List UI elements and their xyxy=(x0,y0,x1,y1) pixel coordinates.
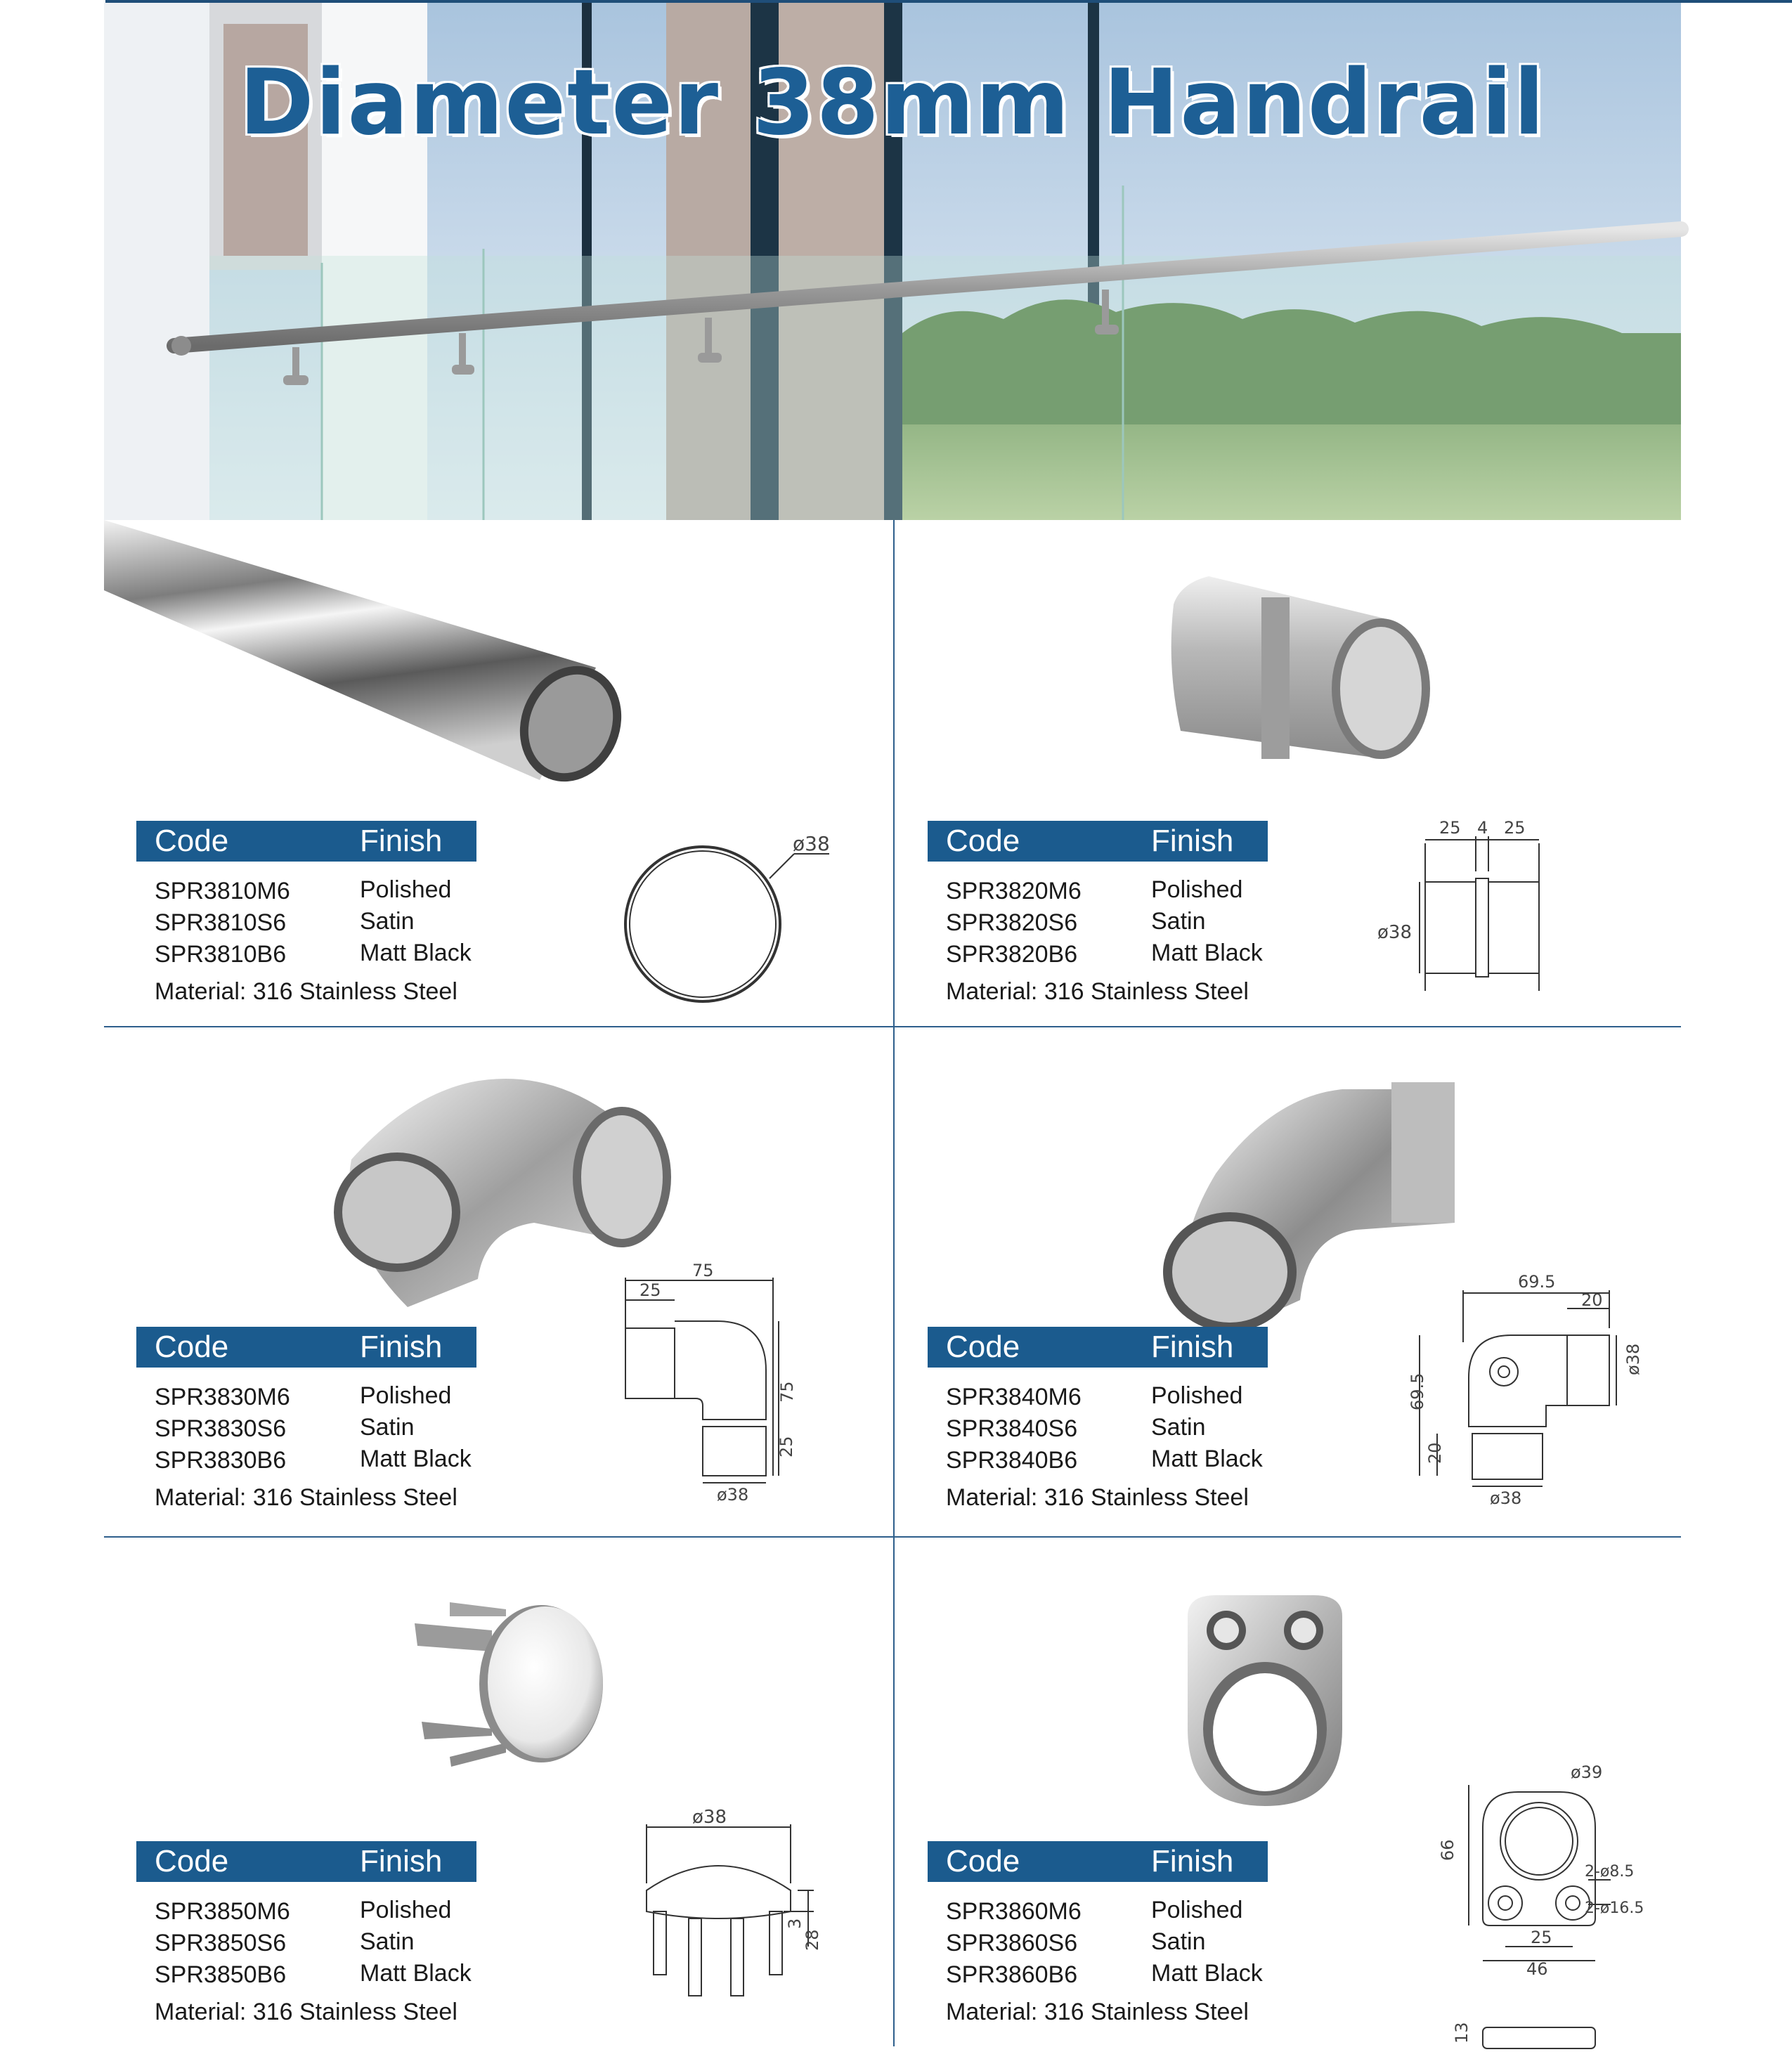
product-code: SPR3840M6 xyxy=(946,1384,1082,1410)
product-code: SPR3860B6 xyxy=(946,1961,1078,1988)
product-code: SPR3860M6 xyxy=(946,1898,1082,1925)
code-header: Code xyxy=(155,1330,229,1364)
dim-label: 75 xyxy=(777,1381,797,1403)
dimension-drawing-connector xyxy=(1370,815,1581,1012)
material-note: Material: 316 Stainless Steel xyxy=(155,978,457,1005)
finish-header: Finish xyxy=(1151,1844,1234,1878)
material-note: Material: 316 Stainless Steel xyxy=(155,1999,457,2025)
dim-label: ø38 xyxy=(1377,922,1412,943)
dim-label: 69.5 xyxy=(1408,1372,1427,1410)
code-header: Code xyxy=(946,1330,1020,1364)
code-header: Code xyxy=(946,1844,1020,1878)
grid-divider-row-2 xyxy=(104,1536,1681,1538)
finish-header: Finish xyxy=(360,1844,443,1878)
product-code: SPR3840B6 xyxy=(946,1447,1078,1474)
product-finish: Matt Black xyxy=(1151,1960,1263,1987)
product-finish: Satin xyxy=(1151,908,1206,935)
code-header: Code xyxy=(155,824,229,858)
spec-table-header xyxy=(928,821,1268,862)
product-code: SPR3810M6 xyxy=(155,878,290,904)
material-note: Material: 316 Stainless Steel xyxy=(946,1999,1249,2025)
dimension-drawing-wall-flange xyxy=(1427,1757,1644,2052)
dim-label: 20 xyxy=(1581,1290,1603,1310)
spec-table-header xyxy=(928,1841,1268,1882)
page-title: Diameter 38mm Handrail xyxy=(239,51,1546,155)
grid-divider-row-1 xyxy=(104,1026,1681,1027)
product-code: SPR3850B6 xyxy=(155,1961,287,1988)
product-code: SPR3810B6 xyxy=(155,941,287,968)
spec-table-header xyxy=(136,1841,476,1882)
product-code: SPR3840S6 xyxy=(946,1415,1078,1442)
product-finish: Polished xyxy=(1151,1897,1243,1923)
code-header: Code xyxy=(155,1844,229,1878)
material-note: Material: 316 Stainless Steel xyxy=(155,1484,457,1511)
spec-table-header xyxy=(136,821,476,862)
product-code: SPR3810S6 xyxy=(155,909,287,936)
product-finish: Satin xyxy=(360,1928,415,1955)
dim-label: 25 xyxy=(777,1436,796,1457)
finish-header: Finish xyxy=(1151,824,1234,858)
dim-label: ø38 xyxy=(793,832,830,855)
product-finish: Satin xyxy=(1151,1414,1206,1441)
product-code: SPR3820M6 xyxy=(946,878,1082,904)
finish-header: Finish xyxy=(360,1330,443,1364)
dim-label: 25 xyxy=(1531,1928,1552,1947)
product-finish: Polished xyxy=(360,876,452,903)
product-finish: Matt Black xyxy=(360,940,472,966)
product-code: SPR3830S6 xyxy=(155,1415,287,1442)
product-finish: Polished xyxy=(360,1382,452,1409)
dimension-drawing-elbow-adjustable xyxy=(1405,1265,1643,1508)
product-image-end-cap xyxy=(408,1595,618,1778)
product-finish: Matt Black xyxy=(1151,940,1263,966)
product-finish: Polished xyxy=(360,1897,452,1923)
product-finish: Satin xyxy=(360,908,415,935)
product-image-tube xyxy=(104,520,666,787)
dim-label: 25 xyxy=(639,1280,661,1300)
dim-label: 13 xyxy=(1452,2022,1472,2044)
spec-table-header xyxy=(928,1327,1268,1368)
dim-label: 2-ø8.5 xyxy=(1585,1863,1635,1881)
dim-label: 75 xyxy=(692,1261,714,1280)
dim-label: 4 xyxy=(1477,818,1488,838)
product-code: SPR3830B6 xyxy=(155,1447,287,1474)
product-finish: Polished xyxy=(1151,876,1243,903)
product-image-wall-flange xyxy=(1174,1588,1356,1813)
product-code: SPR3820S6 xyxy=(946,909,1078,936)
dim-label: 2-ø16.5 xyxy=(1585,1900,1644,1917)
material-note: Material: 316 Stainless Steel xyxy=(946,1484,1249,1511)
dimension-drawing-elbow-90 xyxy=(611,1261,797,1505)
product-finish: Matt Black xyxy=(1151,1446,1263,1472)
dim-label: ø39 xyxy=(1571,1762,1603,1782)
dim-label: 46 xyxy=(1526,1959,1548,1979)
product-code: SPR3860S6 xyxy=(946,1930,1078,1956)
dim-label: 69.5 xyxy=(1518,1272,1556,1292)
finish-header: Finish xyxy=(1151,1330,1234,1364)
material-note: Material: 316 Stainless Steel xyxy=(946,978,1249,1005)
dim-label: ø38 xyxy=(692,1807,727,1828)
dim-label: 25 xyxy=(1439,818,1461,838)
product-code: SPR3850M6 xyxy=(155,1898,290,1925)
product-finish: Satin xyxy=(360,1414,415,1441)
product-image-connector xyxy=(1145,562,1441,773)
spec-table-header xyxy=(136,1327,476,1368)
grid-divider-vertical xyxy=(893,520,895,2046)
product-finish: Satin xyxy=(1151,1928,1206,1955)
finish-header: Finish xyxy=(360,824,443,858)
dimension-drawing-tube xyxy=(618,815,829,1026)
dim-label: 20 xyxy=(1425,1442,1445,1464)
product-code: SPR3830M6 xyxy=(155,1384,290,1410)
code-header: Code xyxy=(946,824,1020,858)
product-code: SPR3850S6 xyxy=(155,1930,287,1956)
dim-label: ø38 xyxy=(1490,1488,1522,1508)
product-finish: Matt Black xyxy=(360,1960,472,1987)
dim-label: 3 xyxy=(785,1918,805,1929)
dimension-drawing-end-cap xyxy=(632,1806,822,2017)
product-finish: Polished xyxy=(1151,1382,1243,1409)
product-code: SPR3820B6 xyxy=(946,941,1078,968)
dim-label: 66 xyxy=(1438,1839,1457,1861)
dim-label: ø38 xyxy=(717,1485,749,1505)
dim-label: ø38 xyxy=(1623,1343,1643,1375)
dim-label: 25 xyxy=(1504,818,1526,838)
hero-banner xyxy=(104,3,1681,520)
dim-label: 28 xyxy=(803,1929,822,1951)
product-finish: Matt Black xyxy=(360,1446,472,1472)
